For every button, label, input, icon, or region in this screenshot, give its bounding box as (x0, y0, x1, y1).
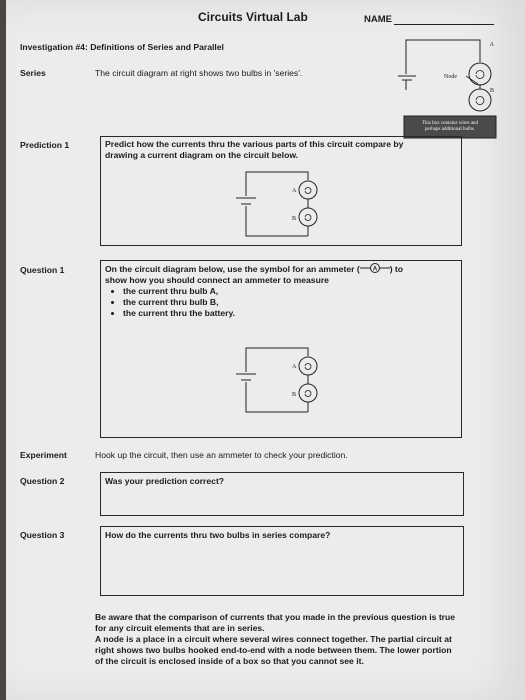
question1-bullet: • the current thru bulb B, (123, 297, 403, 308)
question3-label: Question 3 (20, 530, 65, 540)
series-label: Series (20, 68, 46, 78)
prediction1-text-line1: Predict how the currents thru the various parts of this circuit compare by (105, 139, 404, 149)
prediction1-text-line2: drawing a current diagram on the circuit below. (105, 150, 299, 160)
question1-line2: show how you should connect an ammeter to measure (105, 275, 329, 285)
prediction1-text (105, 139, 403, 161)
prediction1-bulb-b-label: B (292, 216, 297, 222)
series-node-diagram (398, 32, 498, 142)
question2-label: Question 2 (20, 476, 65, 486)
ammeter-symbol-label: A (372, 266, 377, 273)
footer-line: A node is a place in a circuit where several wires connect together. The partial circuit at (95, 634, 452, 644)
top-bulb-b-label: B (489, 88, 494, 94)
question1-bulb-a-label: A (292, 364, 297, 370)
footer-line: for any circuit elements that are in series. (95, 623, 265, 633)
bulb-a-icon (299, 357, 317, 375)
bulb-a-icon (469, 63, 491, 85)
experiment-label: Experiment (20, 450, 67, 460)
question1-bullets (105, 286, 403, 319)
question1-bullet: • the current thru bulb A, (123, 286, 403, 297)
footer-line: right shows two bulbs hooked end-to-end with a node between them. The lower portion (95, 645, 452, 655)
bulb-b-icon (299, 384, 317, 402)
prediction1-circuit[interactable] (234, 170, 324, 240)
bulb-b-icon (299, 208, 317, 226)
footer-note (95, 612, 515, 667)
prediction1-label: Prediction 1 (20, 140, 70, 150)
investigation-title: Investigation #4: Definitions of Series and Parallel (20, 42, 224, 52)
bulb-b-icon (469, 89, 491, 111)
question2-text: Was your prediction correct? (105, 476, 225, 486)
question1-line1-post: ) to (389, 264, 404, 274)
question1-circuit[interactable] (234, 346, 324, 416)
footer-line: Be aware that the comparison of currents that you made in the previous question is true (95, 612, 456, 622)
top-bulb-a-label: A (489, 42, 494, 48)
node-label: Node (444, 74, 457, 80)
series-text: The circuit diagram at right shows two bulbs in 'series'. (95, 68, 303, 78)
question3-text: How do the currents thru two bulbs in series compare? (105, 530, 331, 540)
name-label: NAME (364, 14, 392, 25)
question1-line1-pre: On the circuit diagram below, use the symbol for an ammeter ( (105, 264, 360, 274)
question1-bullet: • the current thru the battery. (123, 308, 403, 319)
experiment-text: Hook up the circuit, then use an ammeter to check your prediction. (95, 450, 348, 460)
name-line[interactable] (394, 24, 494, 25)
box-note-line1: This box contains wires and (421, 121, 479, 126)
ammeter-icon (360, 263, 390, 273)
footer-line: of the circuit is enclosed inside of a box so that you cannot see it. (95, 656, 364, 666)
worksheet-page (6, 0, 525, 700)
question1-label: Question 1 (20, 265, 65, 275)
question1-text (105, 263, 403, 319)
worksheet-title: Circuits Virtual Lab (198, 10, 308, 24)
question1-line1 (105, 263, 403, 275)
question1-bulb-b-label: B (292, 392, 297, 398)
bulb-a-icon (299, 181, 317, 199)
prediction1-bulb-a-label: A (292, 188, 297, 194)
box-note-line2: perhaps additional bulbs. (424, 127, 476, 132)
